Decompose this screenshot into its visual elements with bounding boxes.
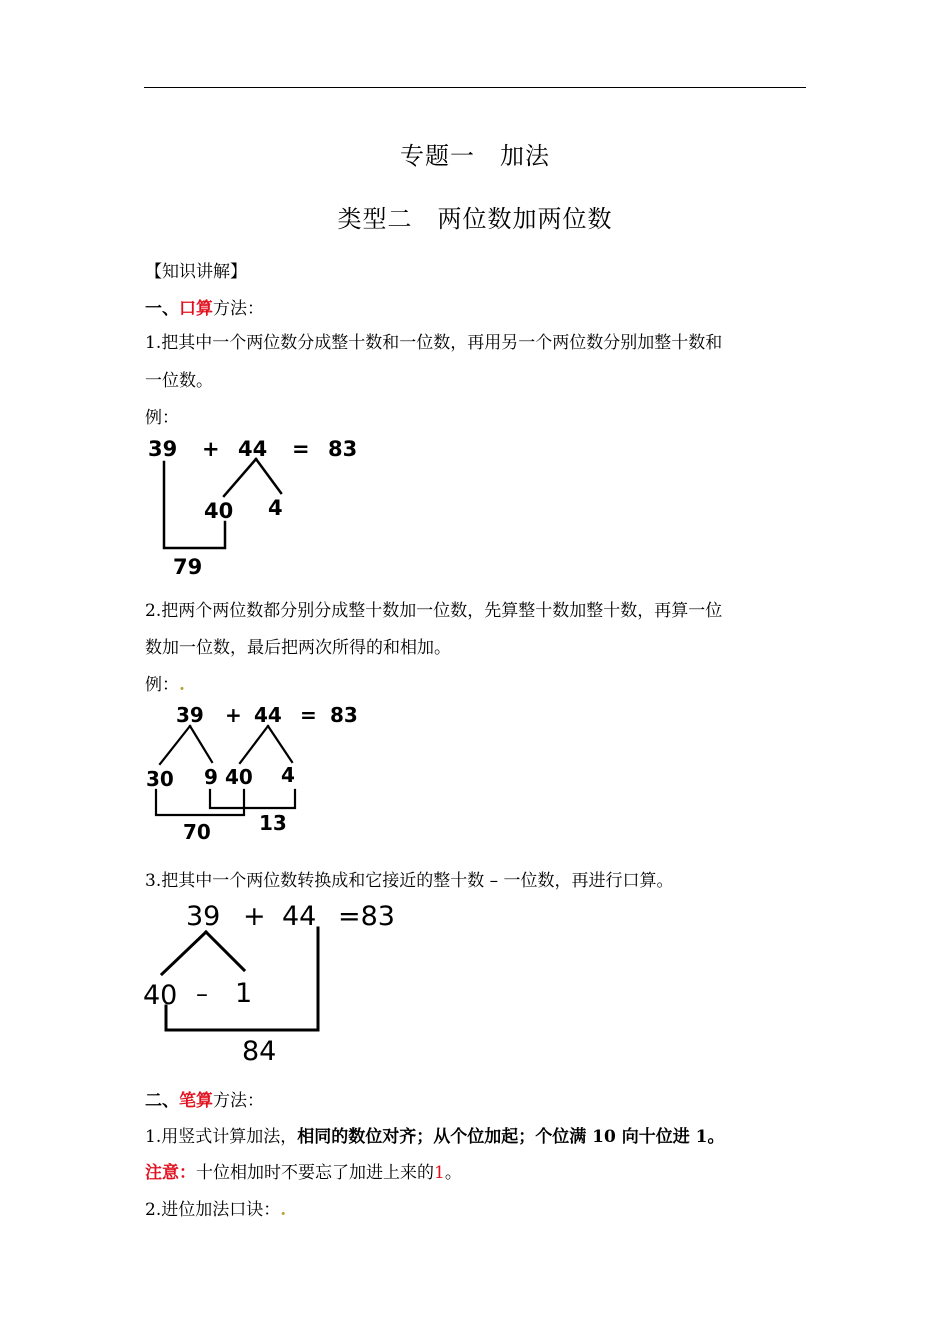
d2-a: 39 <box>176 703 204 727</box>
note-text: 十位相加时不要忘了加进上来的 <box>196 1163 434 1183</box>
d3-eq-result: =83 <box>338 901 395 932</box>
note-end: 。 <box>444 1163 462 1183</box>
d2-b: 44 <box>254 703 282 727</box>
d3-a: 39 <box>186 901 221 932</box>
page-subtitle: 类型二 两位数加两位数 <box>337 205 613 233</box>
section2-keyword: 笔算 <box>179 1091 213 1111</box>
section2-prefix: 二、 <box>145 1091 179 1111</box>
section1-suffix: 方法： <box>213 299 264 319</box>
d2-ones-sum: 13 <box>259 811 287 835</box>
d1-partial: 79 <box>173 555 203 579</box>
d3-split-right <box>206 932 244 970</box>
method3-line1: 3.把其中一个两位数转换成和它接近的整十数 – 一位数，再进行口算。 <box>145 871 674 891</box>
d2-op: + <box>225 703 242 727</box>
page-title: 专题一 加法 <box>400 142 550 170</box>
note-label: 注意： <box>145 1163 196 1183</box>
d3-partial: 84 <box>242 1036 277 1067</box>
d1-b: 44 <box>238 437 268 461</box>
rule1-prefix: 1.用竖式计算加法， <box>145 1127 298 1147</box>
d2-result: 83 <box>330 703 358 727</box>
section2-suffix: 方法： <box>213 1091 264 1111</box>
d2-a-tens: 30 <box>146 767 174 791</box>
d1-tens: 40 <box>204 499 234 523</box>
d3-b: 44 <box>282 901 317 932</box>
d3-op: + <box>243 901 266 932</box>
method2-line2: 数加一位数，最后把两次所得的和相加。 <box>145 638 451 658</box>
method1-line1: 1.把其中一个两位数分成整十数和一位数，再用另一个两位数分别加整十数和 <box>145 333 723 353</box>
method2-line1: 2.把两个两位数都分别分成整十数加一位数，先算整十数加整十数，再算一位 <box>145 601 723 621</box>
d1-op: + <box>202 437 220 461</box>
section1-prefix: 一、 <box>145 299 179 319</box>
d1-a: 39 <box>148 437 178 461</box>
d2-b-ones: 4 <box>281 763 295 787</box>
method1-example-label: 例： <box>145 408 179 428</box>
d1-eq: = <box>292 437 310 461</box>
d2-eq: = <box>300 703 317 727</box>
knowledge-label: 【知识讲解】 <box>145 262 247 282</box>
section2-note <box>145 1158 462 1183</box>
d3-near-tens: 40 <box>143 980 178 1011</box>
d2-a-ones: 9 <box>204 765 218 789</box>
d2-b-tens: 40 <box>225 765 253 789</box>
section2-heading <box>145 1086 264 1111</box>
note-num: 1 <box>434 1163 445 1183</box>
d2-tens-sum: 70 <box>183 820 211 844</box>
d3-diff: 1 <box>235 978 253 1009</box>
method1-line2: 一位数。 <box>145 371 213 391</box>
rule1-bold: 相同的数位对齐；从个位加起；个位满 10 向十位进 1。 <box>297 1127 725 1147</box>
section1-keyword: 口算 <box>179 299 213 319</box>
d3-minus: – <box>196 980 208 1008</box>
d1-result: 83 <box>328 437 358 461</box>
section2-rule2: 2.进位加法口诀：. <box>145 1200 287 1220</box>
section2-rule1 <box>145 1122 724 1147</box>
rule2-dot: . <box>280 1200 287 1220</box>
method2-example-label: 例：. <box>145 675 185 695</box>
d3-split-left <box>162 932 206 974</box>
method2-example-dot: . <box>179 675 185 695</box>
d1-ones: 4 <box>268 496 283 520</box>
